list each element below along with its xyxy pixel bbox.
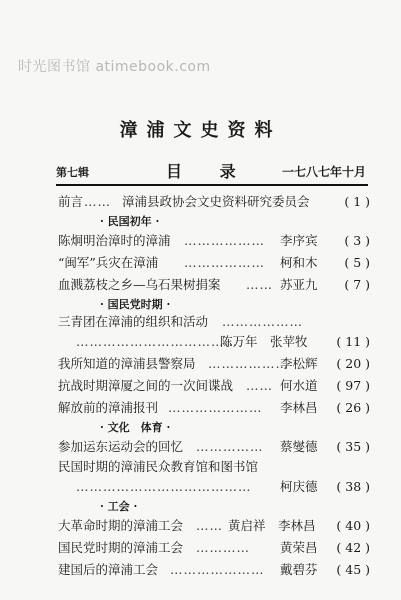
toc-heading: 目 录 — [166, 162, 252, 181]
entry-author: 李林昌 — [280, 400, 318, 415]
entry-page: ( 45 ) — [336, 562, 370, 577]
entry-title: 参加运东运动会的回忆 — [58, 439, 184, 454]
entry-title: 解放前的漳浦报刊 — [58, 400, 159, 415]
entry-leader: ……………… — [184, 255, 265, 270]
entry-author: 戴碧芬 — [280, 562, 318, 577]
entry-leader: …………… — [196, 439, 264, 454]
toc-entry[interactable] — [58, 353, 370, 375]
entry-page: ( 26 ) — [336, 400, 370, 415]
toc-entry[interactable] — [58, 230, 370, 252]
toc-entry[interactable] — [58, 375, 370, 397]
entry-page: ( 42 ) — [336, 540, 370, 555]
entry-title: 抗战时期漳厦之间的一次间谍战 — [58, 378, 234, 393]
toc-entry[interactable] — [58, 515, 370, 537]
toc-list — [58, 191, 370, 581]
entry-author: 李序宾 — [280, 233, 318, 248]
entry-page: ( 7 ) — [344, 277, 370, 292]
entry-leader: ……………… — [184, 233, 265, 248]
entry-author: 柯庆德 — [280, 479, 318, 494]
toc-entry[interactable] — [58, 313, 370, 331]
entry-page: ( 5 ) — [344, 255, 370, 270]
toc-entry[interactable] — [58, 191, 370, 213]
entry-page: ( 20 ) — [336, 356, 370, 371]
entry-title: 前言 — [58, 194, 84, 209]
entry-title: 民国时期的漳浦民众教育馆和图书馆 — [58, 459, 259, 474]
entry-author: 苏亚九 — [280, 277, 318, 292]
toc-entry[interactable] — [58, 458, 370, 476]
entry-page: ( 38 ) — [336, 479, 370, 494]
entry-leader: ……………………………… — [76, 334, 238, 349]
issue-label: 第七辑 — [56, 166, 89, 179]
entry-leader: …… — [196, 518, 223, 533]
toc-entry[interactable] — [58, 252, 370, 274]
entry-leader: ……………… — [208, 356, 289, 371]
entry-title: 大革命时期的漳浦工会 — [58, 518, 184, 533]
entry-page: ( 40 ) — [336, 518, 370, 533]
entry-page: ( 35 ) — [336, 439, 370, 454]
book-title: 漳浦文史资料 — [119, 120, 282, 141]
entry-title: 陈炯明治漳时的漳浦 — [58, 233, 171, 248]
entry-author: 柯和木 — [280, 255, 318, 270]
entry-leader: ………………… — [168, 400, 263, 415]
entry-author: 何水道 — [280, 378, 318, 393]
entry-page: ( 11 ) — [336, 334, 370, 349]
entry-title: 血溅荔枝之乡—乌石果树捐案 — [58, 277, 221, 292]
entry-title: 三青团在漳浦的组织和活动 — [58, 314, 209, 329]
toc-entry[interactable] — [58, 397, 370, 419]
entry-page: ( 97 ) — [336, 378, 370, 393]
entry-author: 漳浦县政协会文史资料研究委员会 — [122, 194, 310, 209]
toc-header — [56, 161, 366, 179]
entry-leader: ………… — [196, 540, 250, 555]
toc-entry[interactable] — [58, 559, 370, 581]
issue-date: 一七八七年十月 — [281, 165, 366, 179]
toc-entry-continued[interactable] — [58, 331, 370, 353]
toc-entry[interactable] — [58, 274, 370, 296]
entry-title: “闽军”兵灾在漳浦 — [58, 255, 159, 270]
toc-entry[interactable] — [58, 436, 370, 458]
entry-author: 李松辉 — [280, 356, 318, 371]
header-rule — [56, 184, 368, 186]
entry-title: 我所知道的漳浦县警察局 — [58, 356, 196, 371]
entry-author: 黄启祥 李林昌 — [228, 518, 316, 533]
entry-author: 黄荣昌 — [280, 540, 318, 555]
toc-entry[interactable] — [58, 537, 370, 559]
entry-title: 国民党时期的漳浦工会 — [58, 540, 184, 555]
entry-leader: ………………………………… — [76, 479, 252, 494]
entry-author: 陈万年 张苹牧 — [220, 334, 308, 349]
entry-leader: ………………… — [170, 562, 265, 577]
entry-title: 建国后的漳浦工会 — [58, 562, 159, 577]
entry-leader: ……………… — [222, 314, 303, 329]
watermark: 时光图书馆 atimebook.com — [18, 59, 211, 75]
section-heading: · 民国初年 · — [100, 215, 160, 228]
entry-leader: …… — [246, 277, 273, 292]
toc-entry-continued[interactable] — [58, 476, 370, 498]
entry-author: 蔡燮德 — [280, 439, 318, 454]
entry-leader: …… — [246, 378, 273, 393]
entry-leader: …… — [84, 194, 111, 209]
entry-page: ( 1 ) — [344, 194, 370, 209]
section-heading: · 国民党时期 · — [100, 298, 171, 311]
entry-page: ( 3 ) — [344, 233, 370, 248]
section-heading: · 文化 体育 · — [100, 421, 171, 434]
section-heading: · 工会 · — [100, 500, 138, 513]
